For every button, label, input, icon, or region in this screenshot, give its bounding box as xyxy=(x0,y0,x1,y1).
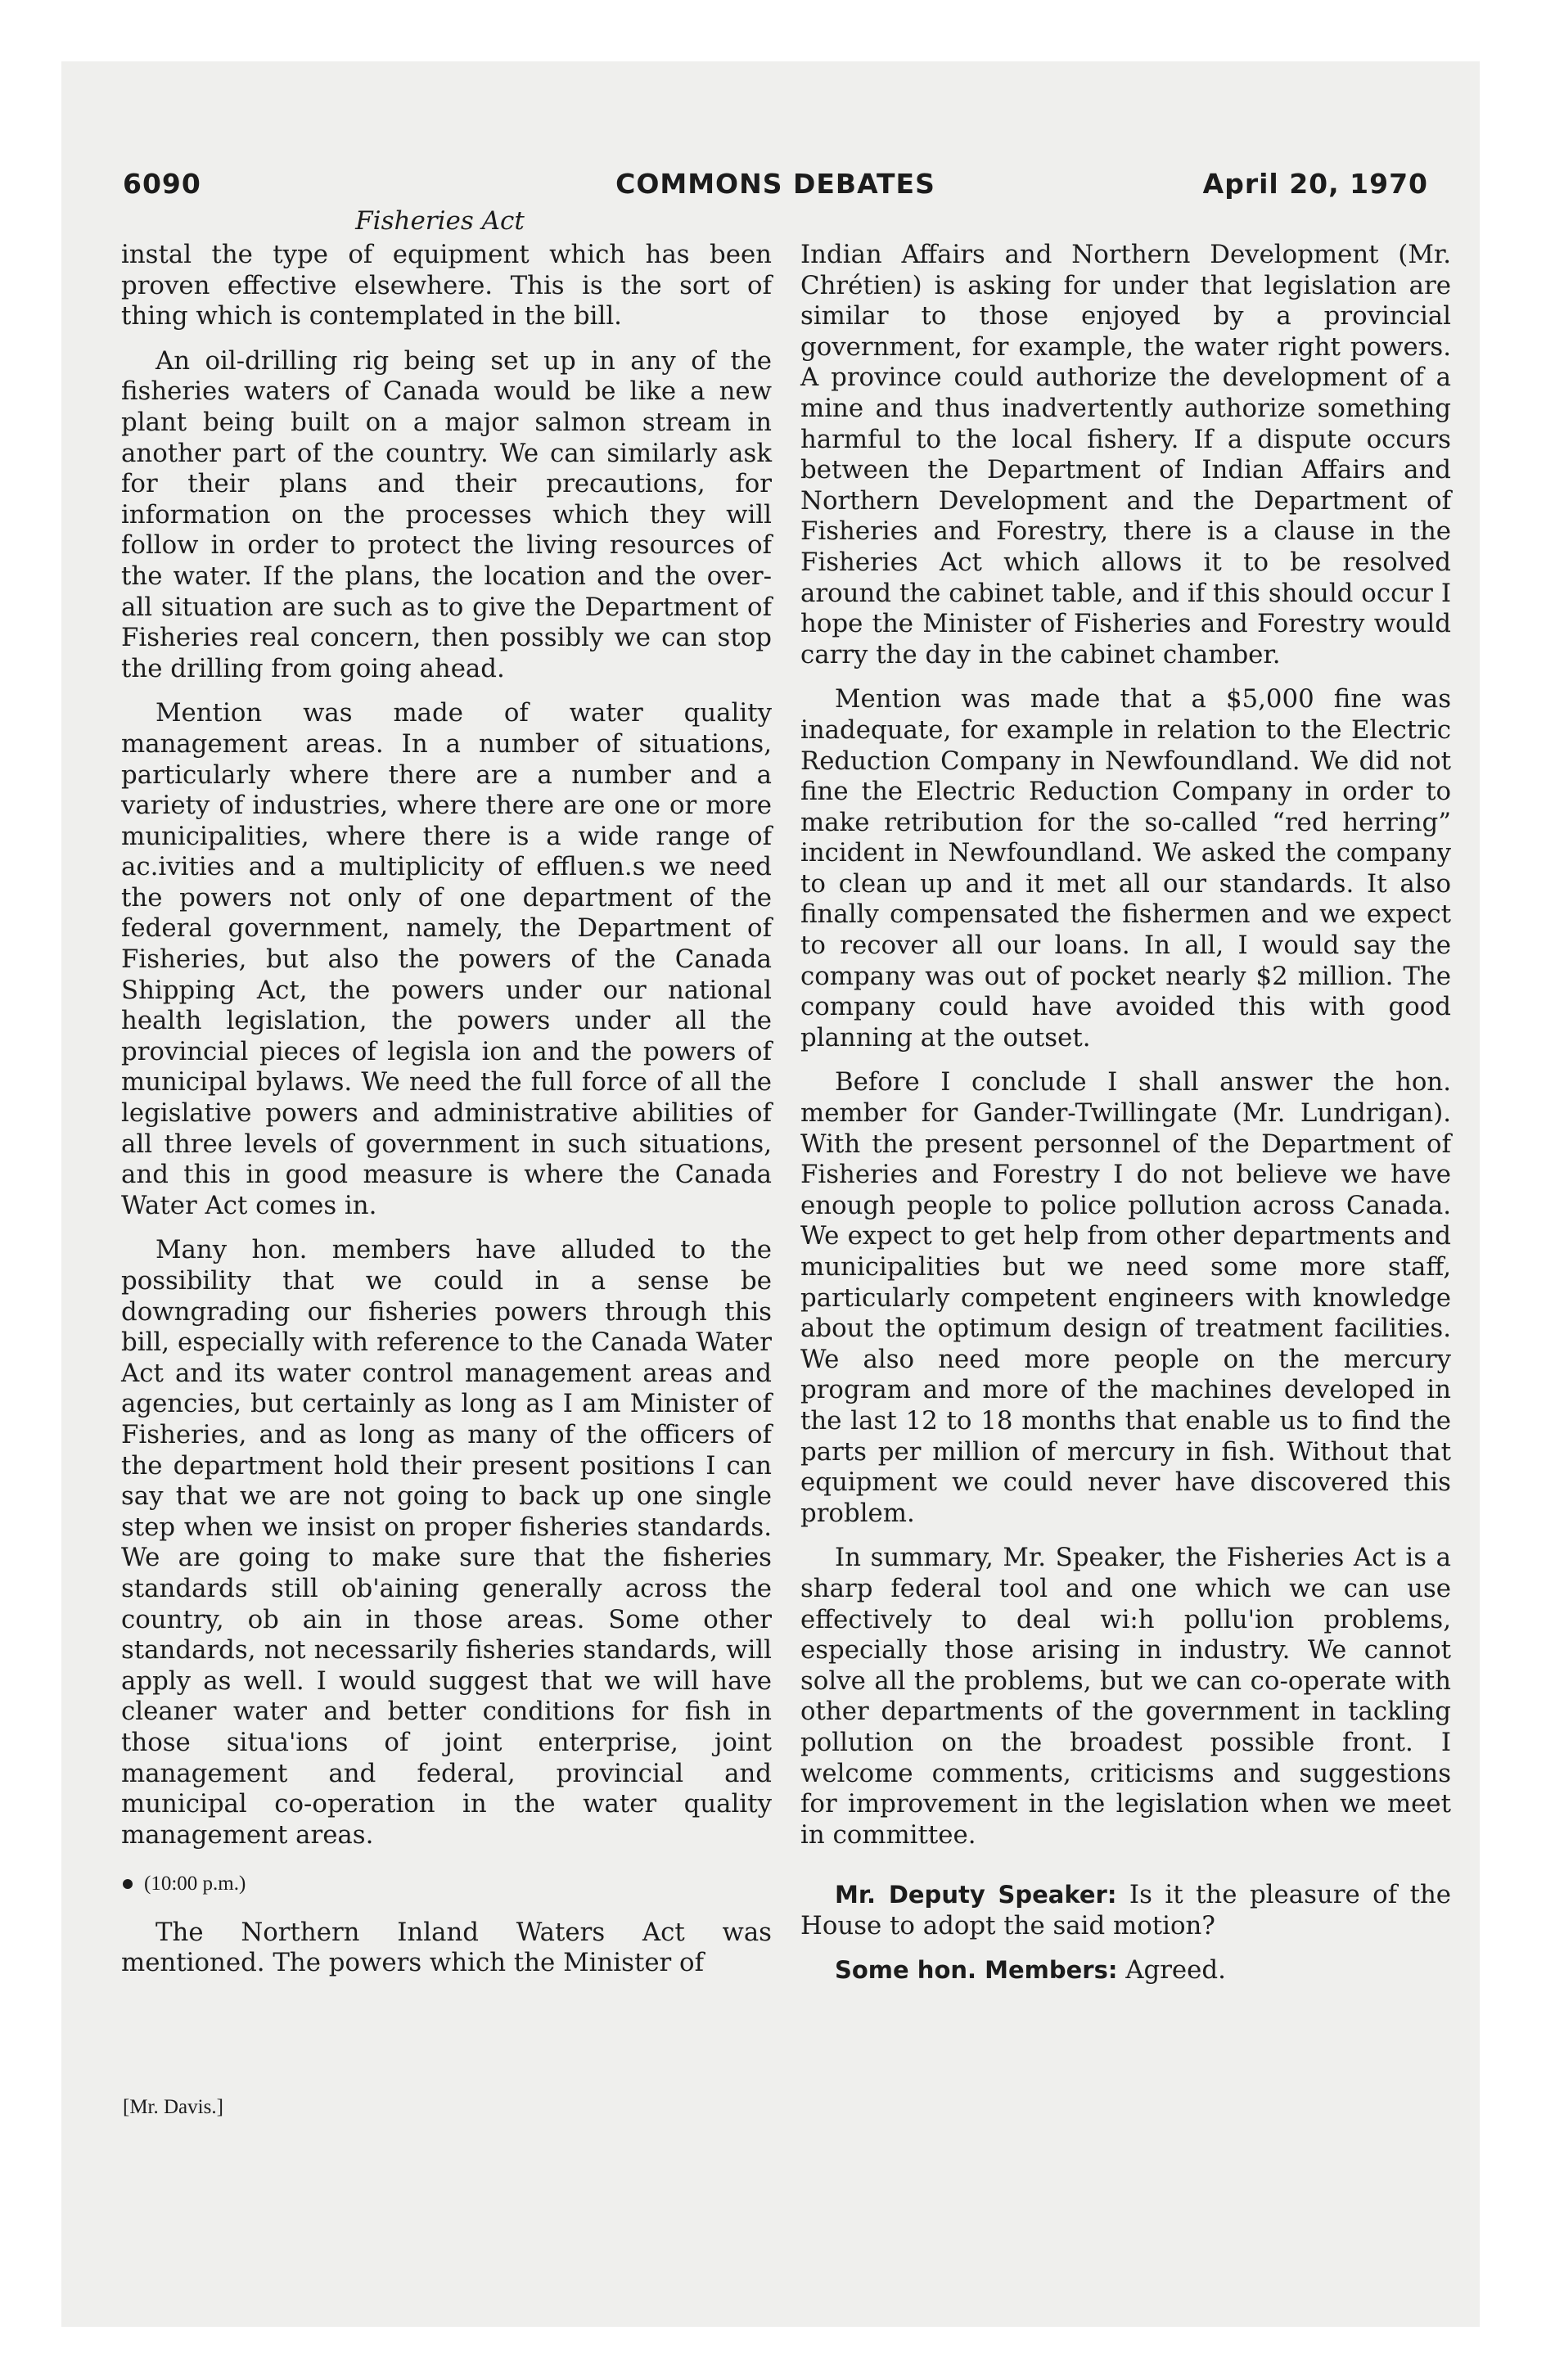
right-column xyxy=(800,240,1451,2000)
paragraph: An oil-drilling rig being set up in any of the fisheries waters of Canada would be like a new plant being built on a major salmon stream in another part of the country. We can similarly ask for their plans and their precautions, for information on the processes which they will follow in order to protect the living resources of the water. If the plans, the location and the over-all situation are such as to give the Department of Fisheries real concern, then possibly we can stop the drilling from going ahead. xyxy=(121,345,772,683)
paragraph: instal the type of equipment which has been proven effective elsewhere. This is the sort of thing which is contemplated in the bill. xyxy=(121,240,772,331)
speaker-footer-tag: [Mr. Davis.] xyxy=(123,2096,223,2118)
section-subheading: Fisheries Act xyxy=(355,206,525,236)
left-column xyxy=(121,240,772,1993)
speaker-name: Mr. Deputy Speaker: xyxy=(835,1881,1117,1909)
paragraph: In summary, Mr. Speaker, the Fisheries Act is a sharp federal tool and one which we can use effectively to deal wi:h pollu'ion problems, especially those arising in industry. We cannot solve all the problems, but we can co-operate with other departments of the government in tackling pollution on the broadest possible front. I welcome comments, criticisms and suggestions for improvement in the legislation when we meet in committee. xyxy=(800,1543,1451,1850)
speaker-text: Is it the pleasure of the House to adopt the said motion? xyxy=(800,1880,1452,1941)
speaker-statement xyxy=(800,1955,1451,1986)
paragraph: Many hon. members have alluded to the possibility that we could in a sense be downgrading our fisheries powers through this bill, especially with reference to the Canada Water Act and its water control management areas and agencies, but certainly as long as I am Minister of Fisheries, and as long as many of the officers of the department hold their present positions I can say that we are not going to back up one single step when we insist on proper fisheries standards. We are going to make sure that the fisheries standards still ob'aining generally across the country, ob ain in those areas. Some other standards, not necessarily fisheries standards, will apply as well. I would suggest that we will have cleaner water and better conditions for fish in those situa'ions of joint enterprise, joint management and federal, provincial and municipal co-operation in the water quality management areas. xyxy=(121,1235,772,1850)
paragraph: The Northern Inland Waters Act was mentioned. The powers which the Minister of xyxy=(121,1917,772,1978)
publication-title: COMMONS DEBATES xyxy=(615,168,935,200)
speaker-text: Agreed. xyxy=(1117,1955,1226,1986)
paragraph: Before I conclude I shall answer the hon. member for Gander-Twillingate (Mr. Lundrigan). With the present personnel of the Department of Fisheries and Forestry I do not believe we have enough people to police pollution across Canada. We expect to get help from other departments and municipalities but we need some more staff, particularly competent engineers with knowledge about the optimum design of treatment facilities. We also need more people on the mercury program and more of the machines developed in the last 12 to 18 months that enable us to find the parts per million of mercury in fish. Without that equipment we could never have discovered this problem. xyxy=(800,1067,1451,1528)
speaker-statement xyxy=(800,1880,1451,1941)
publication-date: April 20, 1970 xyxy=(1202,168,1428,200)
paragraph: Mention was made that a $5,000 fine was inadequate, for example in relation to the Electric Reduction Company in Newfoundland. We did not fine the Electric Reduction Company in order to make retribution for the so-called “red herring” incident in Newfoundland. We asked the company to clean up and it met all our standards. It also finally compensated the fishermen and we expect to recover all our loans. In all, I would say the company was out of pocket nearly $2 million. The company could have avoided this with good planning at the outset. xyxy=(800,684,1451,1053)
bullet-icon xyxy=(123,1879,133,1889)
time-marker xyxy=(121,1868,772,1900)
paragraph: Indian Affairs and Northern Development (Mr. Chrétien) is asking for under that legislation are similar to those enjoyed by a provincial government, for example, the water right powers. A province could authorize the development of a mine and thus inadvertently authorize something harmful to the local fishery. If a dispute occurs between the Department of Indian Affairs and Northern Development and the Department of Fisheries and Forestry, there is a clause in the Fisheries Act which allows it to be resolved around the cabinet table, and if this should occur I hope the Minister of Fisheries and Forestry would carry the day in the cabinet chamber. xyxy=(800,240,1451,669)
page-number: 6090 xyxy=(123,168,201,200)
time-marker-text: (10:00 p.m.) xyxy=(144,1873,246,1895)
paragraph: Mention was made of water quality management areas. In a number of situations, particularly where there are a number and a variety of industries, where there are one or more municipalities, where there is a wide range of ac.ivities and a multiplicity of effluen.s we need the powers not only of one department of the federal government, namely, the Department of Fisheries, but also the powers of the Canada Shipping Act, the powers under our national health legislation, the powers under all the provincial pieces of legisla ion and the powers of municipal bylaws. We need the full force of all the legislative powers and administrative abilities of all three levels of government in such situations, and this in good measure is where the Canada Water Act comes in. xyxy=(121,698,772,1220)
speaker-name: Some hon. Members: xyxy=(835,1956,1118,1985)
